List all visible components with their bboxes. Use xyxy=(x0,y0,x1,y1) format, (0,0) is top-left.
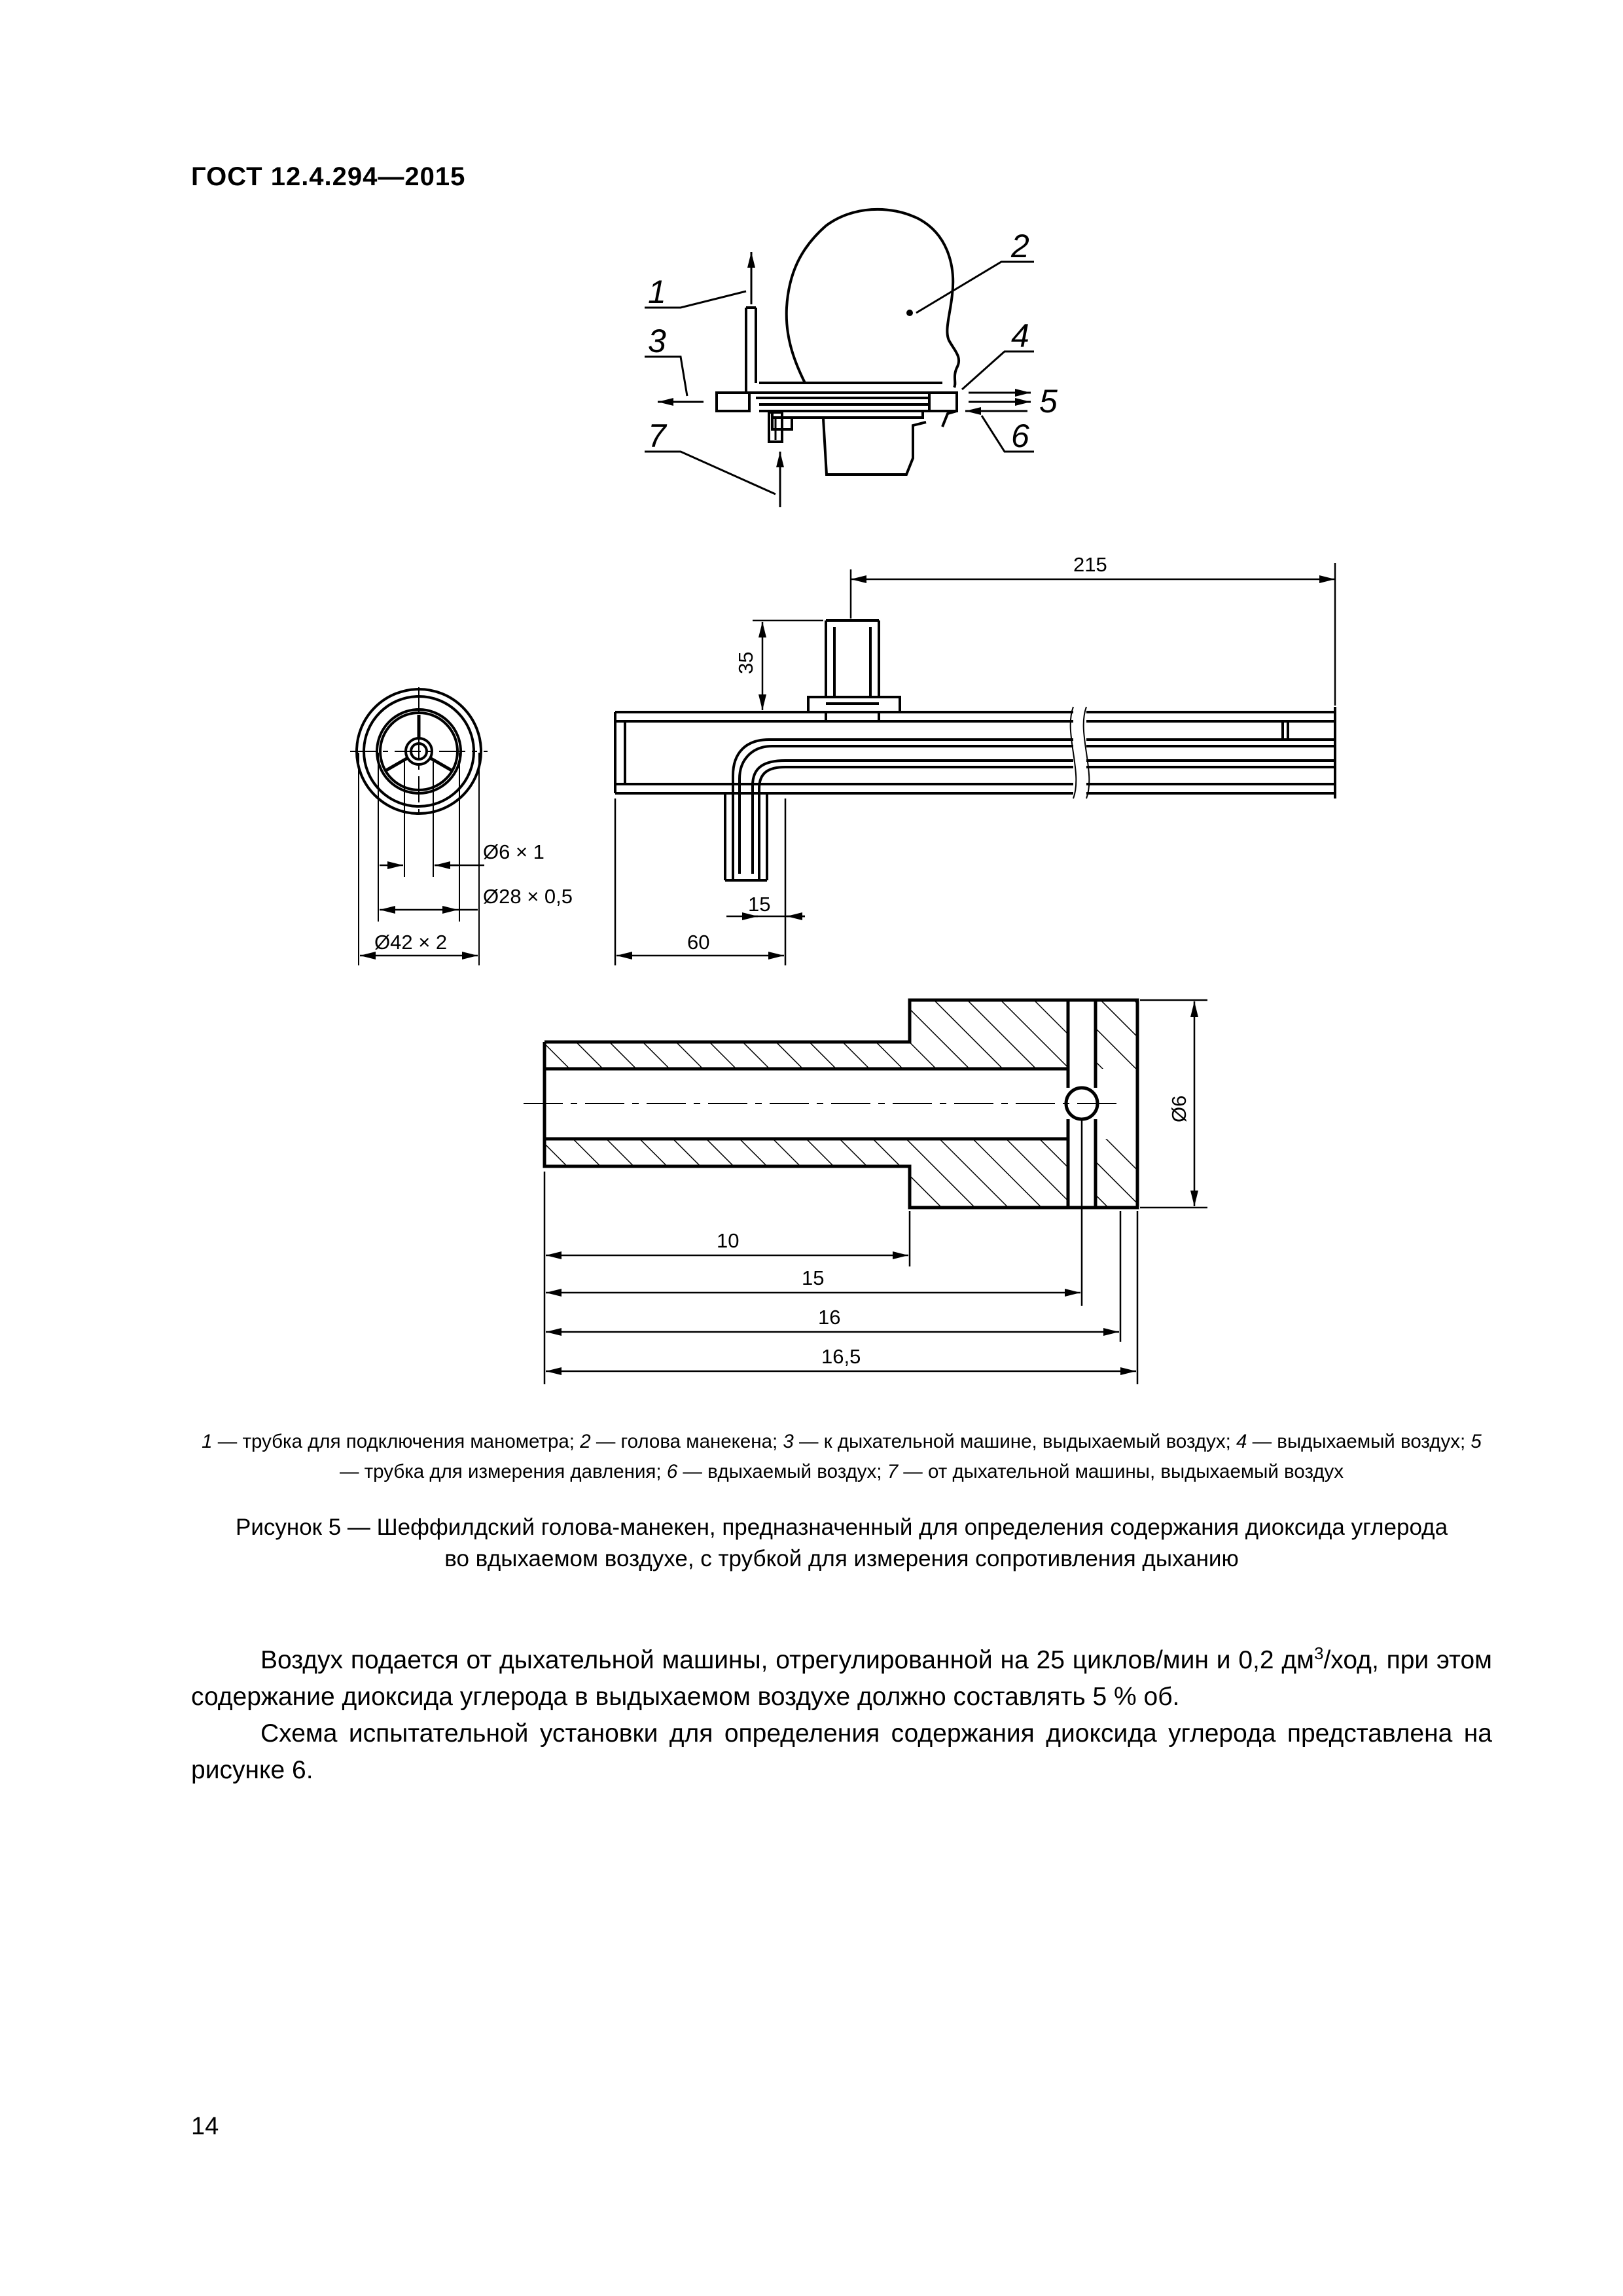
dim-length-215: 215 xyxy=(1073,553,1107,576)
side-view-dimensions xyxy=(615,563,1335,965)
dim-nozzle-16-5: 16,5 xyxy=(821,1345,861,1368)
tube-end-view xyxy=(350,687,488,965)
callout-leaders xyxy=(645,262,1034,494)
paragraph-2: Схема испытательной установки для определения содержания диоксида углерода представлена на рисунке 6. xyxy=(191,1719,1492,1784)
dim-nozzle-10: 10 xyxy=(717,1229,740,1252)
dim-port-35: 35 xyxy=(734,651,757,674)
nozzle-section xyxy=(524,1000,1137,1208)
figure-legend: 1 — трубка для подключения манометра; 2 — голова манекена; 3 — к дыхательной машине, выдыхаемый воздух; 4 — выдыхаемый воздух; 5 — трубка для измерения давления; 6 — вдыхаемый воздух; 7 — от дыхательной машины, выдыхаемый воздух xyxy=(202,1431,1482,1482)
tube-assembly-schematic xyxy=(717,308,957,442)
callout-4: 4 xyxy=(1011,317,1029,354)
callout-6: 6 xyxy=(1011,418,1029,454)
head-point-marker xyxy=(906,310,913,316)
dim-offset-15: 15 xyxy=(748,893,771,916)
dim-nozzle-16: 16 xyxy=(818,1306,841,1329)
dim-tube-42: Ø42 × 2 xyxy=(374,931,448,954)
flow-arrows xyxy=(658,252,1031,507)
dim-tube-6x1: Ø6 × 1 xyxy=(483,840,544,863)
callout-7: 7 xyxy=(648,418,666,454)
caption-line-1: Рисунок 5 — Шеффилдский голова-манекен, предназначенный для определения содержания диоксида углерода xyxy=(235,1515,1448,1540)
document-header: ГОСТ 12.4.294—2015 xyxy=(191,162,466,191)
tube-side-view xyxy=(615,620,1335,880)
dim-nozzle-phi6: Ø6 xyxy=(1168,1095,1190,1122)
dim-nozzle-15: 15 xyxy=(802,1266,825,1289)
callout-3: 3 xyxy=(648,323,666,359)
callout-5: 5 xyxy=(1039,383,1058,420)
figure-caption xyxy=(191,1512,1492,1575)
dim-tube-28: Ø28 × 0,5 xyxy=(483,885,573,908)
callout-2: 2 xyxy=(1011,228,1029,264)
callout-1: 1 xyxy=(648,274,666,310)
body-text xyxy=(191,1635,1492,1789)
head-mannequin xyxy=(787,209,959,475)
page-number: 14 xyxy=(191,2113,219,2140)
dim-length-60: 60 xyxy=(687,931,710,954)
caption-line-2: во вдыхаемом воздухе, с трубкой для измерения сопротивления дыханию xyxy=(444,1546,1239,1571)
paragraph-1: Воздух подается от дыхательной машины, отрегулированной на 25 циклов/мин и 0,2 $дм^3$/ход, при этом содержание диоксида углерода в выдыхаемом воздухе должно составлять 5 % об. xyxy=(191,1643,1492,1711)
